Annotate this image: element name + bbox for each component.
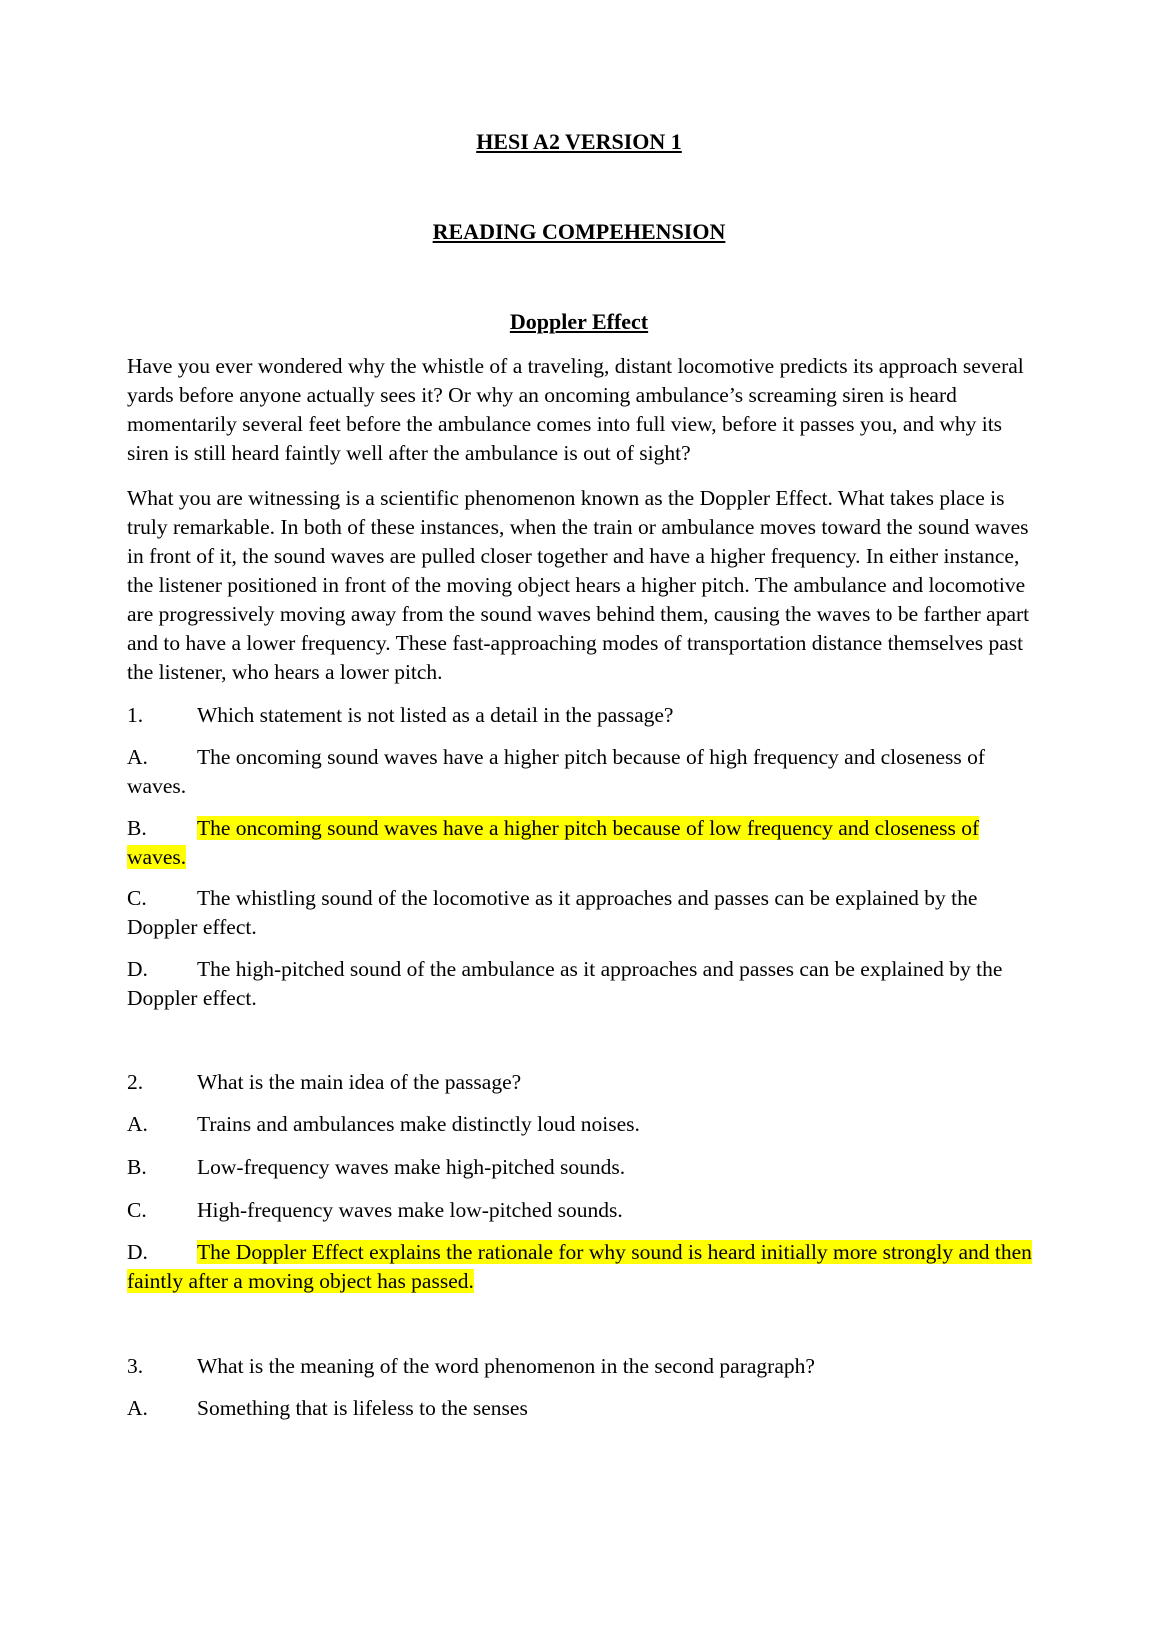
section-heading: READING COMPEHENSION bbox=[432, 219, 726, 244]
q2-option-c bbox=[127, 1196, 1037, 1225]
q1-option-b bbox=[127, 814, 1037, 872]
question-number: 3. bbox=[127, 1354, 144, 1378]
q3-option-a bbox=[127, 1394, 1037, 1423]
q2-option-a bbox=[127, 1110, 1037, 1139]
highlighted-answer: The Doppler Effect explains the rationale for why sound is heard initially more strongly and then faintly after a moving object has passed. bbox=[127, 1240, 1032, 1293]
option-letter: D. bbox=[127, 957, 148, 981]
question-number: 2. bbox=[127, 1070, 144, 1094]
option-text: Trains and ambulances make distinctly loud noises. bbox=[197, 1112, 640, 1136]
option-text: The oncoming sound waves have a higher pitch because of high frequency and closeness of waves. bbox=[127, 745, 986, 798]
highlighted-answer: The oncoming sound waves have a higher pitch because of low frequency and closeness of waves. bbox=[127, 816, 980, 869]
question-text: Which statement is not listed as a detail in the passage? bbox=[197, 703, 674, 727]
q1-option-d bbox=[127, 955, 1037, 1013]
option-letter: B. bbox=[127, 1155, 147, 1179]
question-1 bbox=[127, 701, 1037, 730]
passage-title: Doppler Effect bbox=[509, 309, 649, 334]
option-letter: D. bbox=[127, 1240, 148, 1264]
passage-paragraph-1: Have you ever wondered why the whistle of a traveling, distant locomotive predicts its approach several yards before anyone actually sees it? Or why an oncoming ambulance’s screaming siren is heard momentarily several feet before the ambulance comes into full view, before it passes you, and why its siren is still heard faintly well after the ambulance is out of sight? bbox=[127, 354, 1024, 465]
q2-option-b bbox=[127, 1153, 1037, 1182]
q1-option-c bbox=[127, 884, 1037, 942]
question-text: What is the main idea of the passage? bbox=[197, 1070, 522, 1094]
passage-paragraph-2: What you are witnessing is a scientific phenomenon known as the Doppler Effect. What takes place is truly remarkable. In both of these instances, when the train or ambulance moves toward the sound waves in front of it, the sound waves are pulled closer together and have a higher frequency. In either instance, the listener positioned in front of the moving object hears a higher pitch. The ambulance and locomotive are progressively moving away from the sound waves behind them, causing the waves to be farther apart and to have a lower frequency. These fast-approaching modes of transportation distance themselves past the listener, who hears a lower pitch. bbox=[127, 486, 1030, 684]
option-text: Something that is lifeless to the senses bbox=[197, 1396, 528, 1420]
option-text: High-frequency waves make low-pitched sounds. bbox=[197, 1198, 623, 1222]
option-letter: A. bbox=[127, 745, 148, 769]
question-number: 1. bbox=[127, 703, 144, 727]
option-letter: B. bbox=[127, 816, 147, 840]
option-text: Low-frequency waves make high-pitched sounds. bbox=[197, 1155, 626, 1179]
option-letter: A. bbox=[127, 1112, 148, 1136]
question-text: What is the meaning of the word phenomenon in the second paragraph? bbox=[197, 1354, 815, 1378]
q1-option-a bbox=[127, 743, 1037, 801]
question-3 bbox=[127, 1352, 1037, 1381]
q2-option-d bbox=[127, 1238, 1037, 1296]
option-letter: C. bbox=[127, 1198, 147, 1222]
option-text: The whistling sound of the locomotive as it approaches and passes can be explained by the Doppler effect. bbox=[127, 886, 978, 939]
option-letter: A. bbox=[127, 1396, 148, 1420]
question-2 bbox=[127, 1068, 1037, 1097]
option-text: The high-pitched sound of the ambulance as it approaches and passes can be explained by the Doppler effect. bbox=[127, 957, 1003, 1010]
option-letter: C. bbox=[127, 886, 147, 910]
document-title: HESI A2 VERSION 1 bbox=[476, 129, 682, 154]
